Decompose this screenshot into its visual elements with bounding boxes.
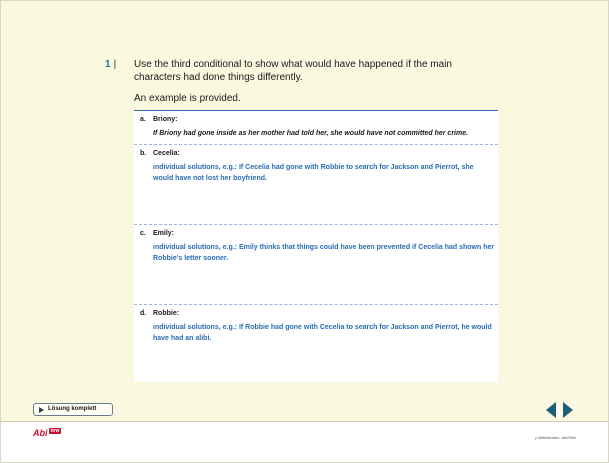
- abi-logo: [33, 428, 61, 438]
- answer-row-d: [134, 305, 498, 382]
- question-separator: |: [113, 59, 117, 70]
- example-note: An example is provided.: [134, 93, 241, 104]
- answer-row-a: [134, 111, 498, 145]
- example-answer: If Briony had gone inside as her mother had told her, she would have not committed her crime.: [153, 130, 469, 137]
- next-page-icon[interactable]: [563, 402, 573, 418]
- footer-bar: [1, 421, 608, 462]
- logo-text: Abi: [33, 428, 48, 438]
- play-icon: [39, 407, 44, 413]
- previous-page-icon[interactable]: [546, 402, 556, 418]
- row-character: Emily:: [153, 230, 175, 237]
- row-letter: b.: [140, 150, 147, 157]
- row-letter: c.: [140, 230, 146, 237]
- nav-divider: [558, 402, 560, 418]
- logo-badge: nrw: [50, 428, 60, 434]
- answer-row-b: [134, 145, 498, 225]
- row-character: Cecelia:: [153, 150, 180, 157]
- row-letter: d.: [140, 310, 147, 317]
- question-number: [105, 59, 116, 70]
- solution-text: individual solutions, e.g.: If Robbie had gone with Cecelia to search for Jackson and Pierrot, he would have had an alibi.: [153, 324, 492, 342]
- row-character: Briony:: [153, 116, 178, 123]
- question-number-value: 1: [105, 59, 111, 70]
- answer-box: [134, 110, 498, 382]
- row-letter: a.: [140, 116, 146, 123]
- full-solution-label: Lösung komplett: [48, 406, 97, 412]
- page-credit: p.tlefeldmann, Abi/SiNr: [535, 435, 576, 440]
- full-solution-button[interactable]: [33, 403, 113, 416]
- row-character: Robbie:: [153, 310, 180, 317]
- solution-text: individual solutions, e.g.: Emily thinks that things could have been prevented if Cecelia had shown her Robbie's letter sooner.: [153, 244, 495, 262]
- task-instruction: Use the third conditional to show what would have happened if the main characters had done things differently.: [134, 59, 452, 83]
- solution-text: individual solutions, e.g.: If Cecelia had gone with Robbie to search for Jackson and Pierrot, she would have not lost her boyfriend.: [153, 164, 474, 182]
- answer-row-c: [134, 225, 498, 305]
